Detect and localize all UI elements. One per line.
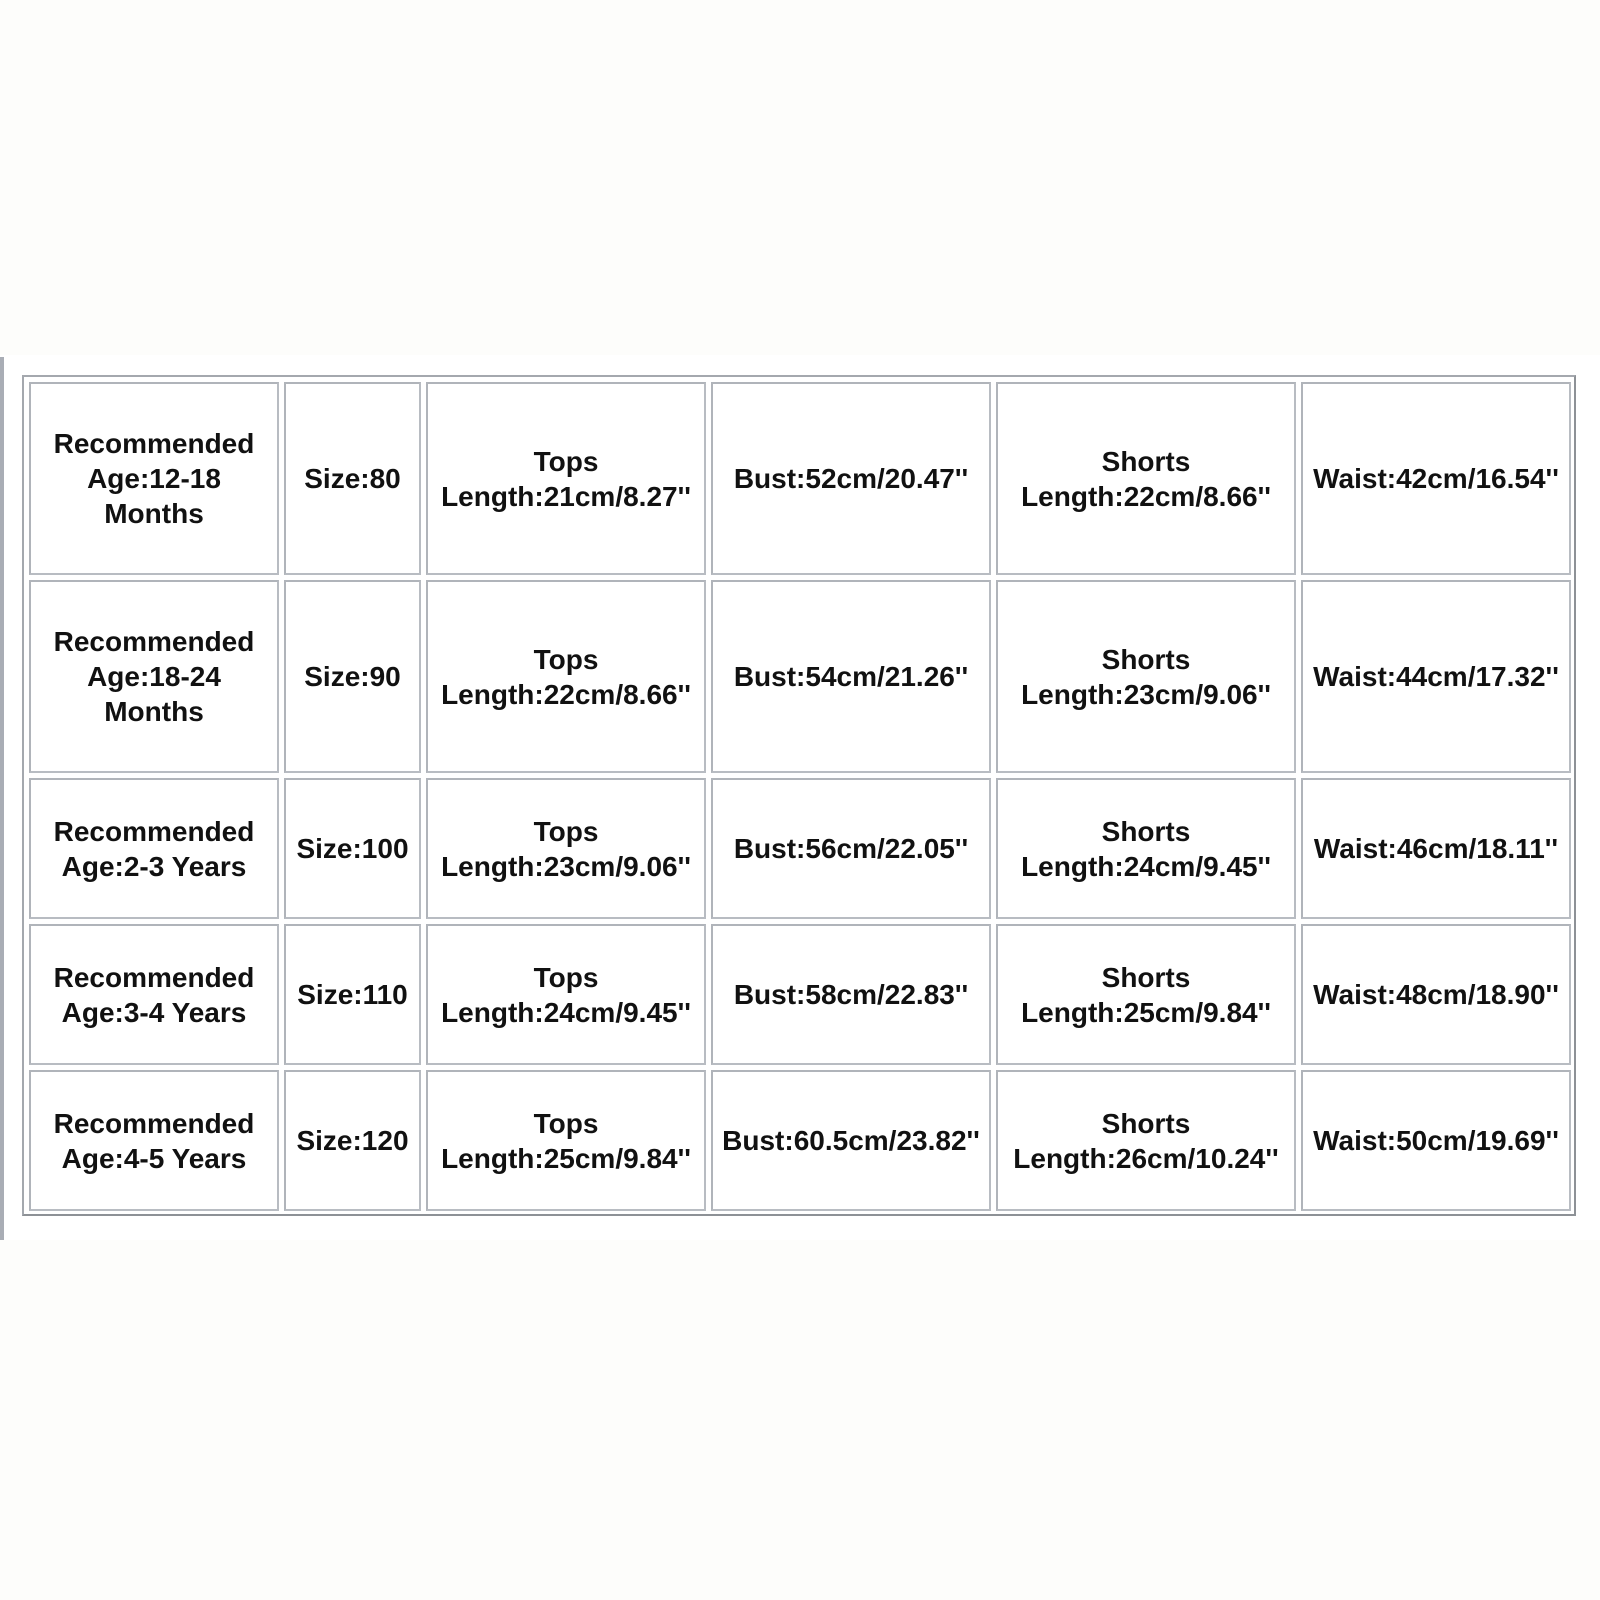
- size-cell: [284, 580, 421, 773]
- bust-cell: [711, 580, 991, 773]
- age-text: Recommended Age:4-5 Years: [53, 1107, 255, 1174]
- shorts-length-text: Shorts Length:24cm/9.45'': [1021, 815, 1271, 882]
- age-cell: [29, 382, 279, 575]
- size-text: Size:120: [296, 1125, 409, 1156]
- age-cell: [29, 580, 279, 773]
- bust-text: Bust:58cm/22.83'': [733, 979, 969, 1010]
- shorts-length-cell: [996, 778, 1296, 919]
- waist-cell: [1301, 1070, 1571, 1211]
- waist-cell: [1301, 382, 1571, 575]
- tops-length-text: Tops Length:23cm/9.06'': [441, 815, 691, 882]
- table-row: [29, 778, 1571, 919]
- age-cell: [29, 778, 279, 919]
- bust-text: Bust:56cm/22.05'': [733, 833, 969, 864]
- table-row: [29, 382, 1571, 575]
- bust-cell: [711, 1070, 991, 1211]
- waist-cell: [1301, 924, 1571, 1065]
- shorts-length-text: Shorts Length:26cm/10.24'': [1013, 1107, 1279, 1174]
- bust-cell: [711, 778, 991, 919]
- age-text: Recommended Age:3-4 Years: [53, 961, 255, 1028]
- size-cell: [284, 382, 421, 575]
- waist-text: Waist:48cm/18.90'': [1313, 979, 1559, 1010]
- tops-length-cell: [426, 580, 706, 773]
- age-cell: [29, 924, 279, 1065]
- size-text: Size:100: [296, 833, 409, 864]
- bust-cell: [711, 924, 991, 1065]
- shorts-length-text: Shorts Length:25cm/9.84'': [1021, 961, 1271, 1028]
- tops-length-text: Tops Length:22cm/8.66'': [441, 643, 691, 710]
- tops-length-cell: [426, 924, 706, 1065]
- shorts-length-text: Shorts Length:23cm/9.06'': [1021, 643, 1271, 710]
- table-row: [29, 1070, 1571, 1211]
- size-text: Size:90: [304, 661, 401, 692]
- size-chart-frame: [22, 375, 1576, 1216]
- table-row: [29, 924, 1571, 1065]
- bust-text: Bust:60.5cm/23.82'': [722, 1125, 980, 1156]
- bust-text: Bust:54cm/21.26'': [733, 661, 969, 692]
- shorts-length-cell: [996, 1070, 1296, 1211]
- bust-text: Bust:52cm/20.47'': [733, 463, 969, 494]
- size-cell: [284, 1070, 421, 1211]
- size-cell: [284, 778, 421, 919]
- waist-text: Waist:42cm/16.54'': [1313, 463, 1559, 494]
- bust-cell: [711, 382, 991, 575]
- size-text: Size:80: [304, 463, 401, 494]
- size-chart-table: [24, 377, 1576, 1216]
- tops-length-text: Tops Length:21cm/8.27'': [441, 445, 691, 512]
- size-cell: [284, 924, 421, 1065]
- tops-length-cell: [426, 778, 706, 919]
- size-text: Size:110: [297, 979, 408, 1010]
- shorts-length-cell: [996, 382, 1296, 575]
- waist-text: Waist:44cm/17.32'': [1313, 661, 1559, 692]
- age-text: Recommended Age:18-24 Months: [53, 626, 255, 727]
- shorts-length-cell: [996, 924, 1296, 1065]
- shorts-length-cell: [996, 580, 1296, 773]
- shorts-length-text: Shorts Length:22cm/8.66'': [1021, 445, 1271, 512]
- tops-length-text: Tops Length:24cm/9.45'': [441, 961, 691, 1028]
- waist-text: Waist:50cm/19.69'': [1313, 1125, 1559, 1156]
- waist-cell: [1301, 580, 1571, 773]
- tops-length-text: Tops Length:25cm/9.84'': [441, 1107, 691, 1174]
- age-text: Recommended Age:2-3 Years: [53, 815, 255, 882]
- left-divider: [0, 357, 4, 1240]
- tops-length-cell: [426, 382, 706, 575]
- table-row: [29, 580, 1571, 773]
- waist-text: Waist:46cm/18.11'': [1313, 833, 1559, 864]
- waist-cell: [1301, 778, 1571, 919]
- age-text: Recommended Age:12-18 Months: [53, 428, 255, 529]
- age-cell: [29, 1070, 279, 1211]
- tops-length-cell: [426, 1070, 706, 1211]
